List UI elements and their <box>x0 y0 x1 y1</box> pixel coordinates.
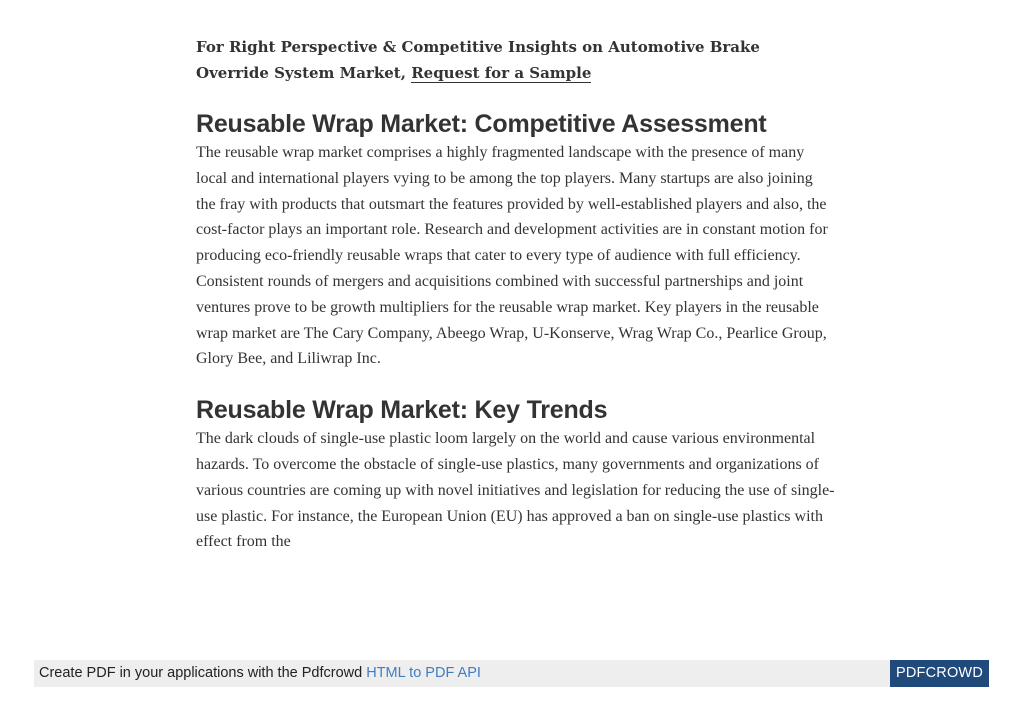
pdfcrowd-footer-bar <box>34 660 989 687</box>
section-heading-key-trends: Reusable Wrap Market: Key Trends <box>196 396 608 425</box>
paragraph-key-trends: The dark clouds of single-use plastic loom largely on the world and cause various environmental hazards. To overcome the obstacle of single-use plastics, many governments and organizations of various countries are coming up with novel initiatives and legislation for reducing the use of single-use plastic. For instance, the European Union (EU) has approved a ban on single-use plastics with effect from the <box>196 430 835 551</box>
section-heading-competitive-assessment: Reusable Wrap Market: Competitive Assessment <box>196 110 767 138</box>
intro-paragraph <box>196 34 836 86</box>
html-to-pdf-api-link[interactable]: HTML to PDF API <box>366 665 481 681</box>
paragraph-key-players: Consistent rounds of mergers and acquisitions combined with successful partnerships and joint ventures prove to be growth multipliers for the reusable wrap market. Key players in the reusable wrap market are The Cary Company, Abeego Wrap, U-Konserve, Wrag Wrap Co., Pearlice Group, Glory Bee, and Liliwrap Inc. <box>196 272 827 368</box>
request-sample-link[interactable]: Request for a Sample <box>411 64 592 82</box>
document-content <box>196 34 836 555</box>
footer-message: Create PDF in your applications with the Pdfcrowd <box>39 665 367 681</box>
paragraph-competitive-landscape: The reusable wrap market comprises a highly fragmented landscape with the presence of many local and international players vying to be among the top players. Many startups are also joining the fray with products that outsmart the features provided by well-established players and also, the cost-factor plays an important role. Research and development activities are in constant motion for producing eco-friendly reusable wraps that cater to every type of audience with full efficiency. <box>196 144 828 265</box>
footer-text <box>39 665 481 681</box>
pdfcrowd-brand-button[interactable]: PDFCROWD <box>890 660 989 687</box>
intro-text: For Right Perspective & Competitive Insights on Automotive Brake Override System Market, <box>196 38 760 82</box>
